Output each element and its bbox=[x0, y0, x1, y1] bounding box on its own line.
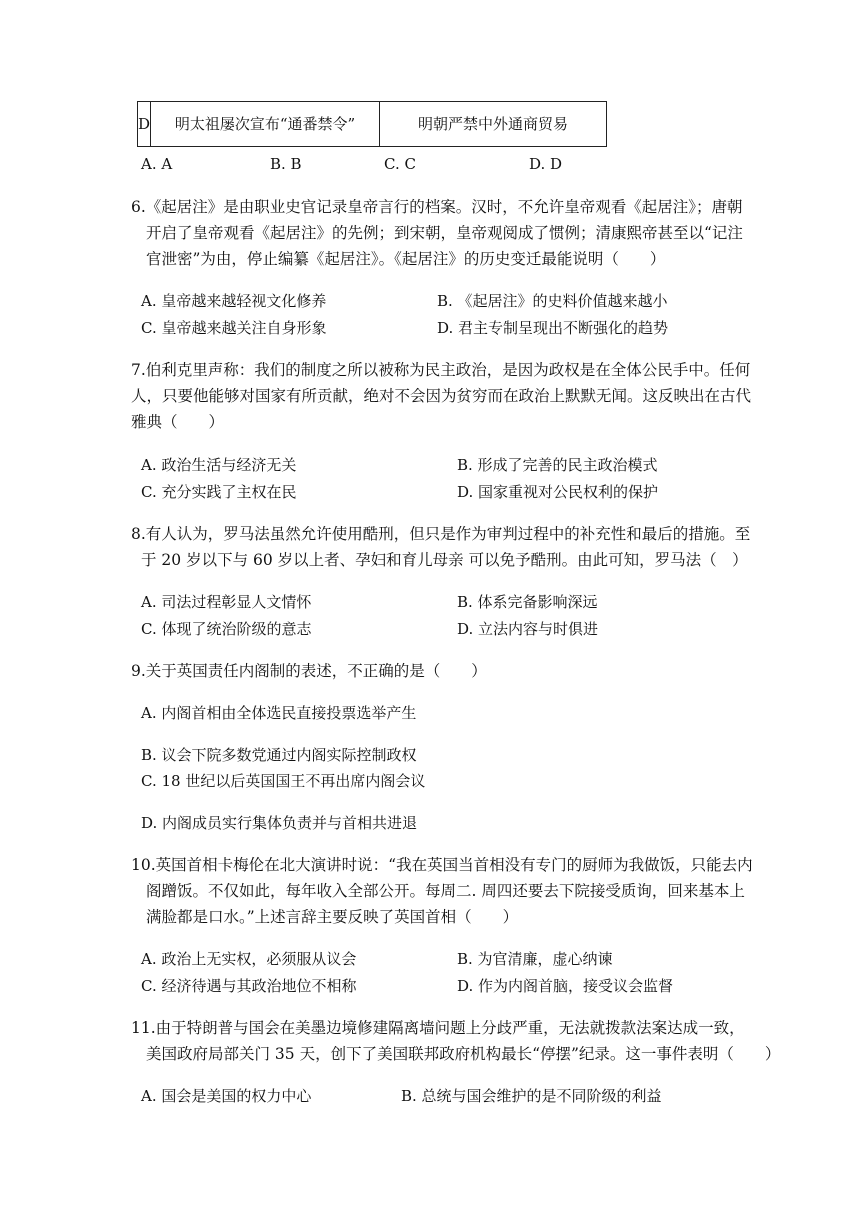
table-cell-conclusion: 明朝严禁中外通商贸易 bbox=[417, 114, 568, 133]
q7-stem-line-3: 雅典（ ） bbox=[131, 413, 225, 431]
q7-option-d: D. 国家重视对公民权利的保护 bbox=[457, 483, 659, 501]
q6-option-b: B. 《起居注》的史料价值越来越小 bbox=[437, 292, 668, 310]
q6-stem-line-3: 官泄密”为由，停止编纂《起居注》。《起居注》的历史变迁最能说明（ ） bbox=[146, 250, 666, 268]
q8-option-a: A. 司法过程彰显人文情怀 bbox=[141, 593, 312, 611]
q9-option-b: B. 议会下院多数党通过内阁实际控制政权 bbox=[141, 746, 417, 764]
q7-stem-line-1: 7.伯利克里声称：我们的制度之所以被称为民主政治，是因为政权是在全体公民手中。任何 bbox=[131, 361, 751, 379]
q6-stem-line-2: 开启了皇帝观看《起居注》的先例；到宋朝，皇帝观阅成了惯例；清康熙帝甚至以“记注 bbox=[146, 224, 743, 242]
q10-stem-line-1: 10.英国首相卡梅伦在北大演讲时说：“我在英国当首相没有专门的厨师为我做饭，只能去内 bbox=[131, 856, 753, 874]
q6-option-c: C. 皇帝越来越关注自身形象 bbox=[141, 319, 327, 337]
q9-option-d: D. 内阁成员实行集体负责并与首相共进退 bbox=[141, 814, 418, 832]
q6-stem-line-1: 6.《起居注》是由职业史官记录皇帝言行的档案。汉时，不允许皇帝观看《起居注》；唐朝 bbox=[131, 198, 743, 216]
q7-option-c: C. 充分实践了主权在民 bbox=[141, 483, 297, 501]
q11-stem-line-2: 美国政府局部关门 35 天，创下了美国联邦政府机构最长“停摆”纪录。这一事件表明（ ） bbox=[146, 1045, 781, 1063]
q9-option-c: C. 18 世纪以后英国国王不再出席内阁会议 bbox=[141, 772, 426, 790]
q5-option-c: C. C bbox=[384, 155, 416, 173]
q8-stem-line-1: 8.有人认为，罗马法虽然允许使用酷刑，但只是作为审判过程中的补充性和最后的措施。至 bbox=[131, 525, 751, 543]
q8-stem-line-2: 于 20 岁以下与 60 岁以上者、孕妇和育儿母亲 可以免予酷刑。由此可知，罗马法（ ） bbox=[141, 551, 748, 569]
q5-option-a: A. A bbox=[141, 155, 173, 173]
q9-stem-line-1: 9.关于英国责任内阁制的表述，不正确的是（ ） bbox=[131, 662, 487, 680]
q7-option-a: A. 政治生活与经济无关 bbox=[141, 456, 297, 474]
q11-stem-line-1: 11.由于特朗普与国会在美墨边境修建隔离墙问题上分歧严重，无法就拨款法案达成一致， bbox=[131, 1019, 745, 1037]
q6-option-d: D. 君主专制呈现出不断强化的趋势 bbox=[437, 319, 669, 337]
q10-option-a: A. 政治上无实权，必须服从议会 bbox=[141, 950, 357, 968]
q8-option-b: B. 体系完备影响深远 bbox=[457, 593, 598, 611]
answer-table bbox=[137, 101, 607, 147]
q11-option-b: B. 总统与国会维护的是不同阶级的利益 bbox=[401, 1087, 662, 1105]
q10-option-b: B. 为官清廉，虚心纳谏 bbox=[457, 950, 613, 968]
q10-stem-line-3: 满脸都是口水。”上述言辞主要反映了英国首相（ ） bbox=[146, 908, 519, 926]
q10-stem-line-2: 阁蹭饭。不仅如此，每年收入全部公开。每周二. 周四还要去下院接受质询，回来基本上 bbox=[146, 882, 745, 900]
q9-option-a: A. 内阁首相由全体选民直接投票选举产生 bbox=[141, 704, 417, 722]
q11-option-a: A. 国会是美国的权力中心 bbox=[141, 1087, 312, 1105]
q7-option-b: B. 形成了完善的民主政治模式 bbox=[457, 456, 658, 474]
q7-stem-line-2: 人，只要他能够对国家有所贡献，绝对不会因为贫穷而在政治上默默无闻。这反映出在古代 bbox=[131, 387, 752, 405]
q5-option-b: B. B bbox=[270, 155, 302, 173]
table-row-label: D bbox=[138, 114, 151, 133]
q8-option-d: D. 立法内容与时俱进 bbox=[457, 620, 599, 638]
q8-option-c: C. 体现了统治阶级的意志 bbox=[141, 620, 312, 638]
q5-option-d: D. D bbox=[529, 155, 563, 173]
q6-option-a: A. 皇帝越来越轻视文化修养 bbox=[141, 292, 327, 310]
q10-option-d: D. 作为内阁首脑，接受议会监督 bbox=[457, 977, 674, 995]
table-cell-event: 明太祖屡次宣布“通番禁令” bbox=[150, 102, 380, 146]
q10-option-c: C. 经济待遇与其政治地位不相称 bbox=[141, 977, 357, 995]
